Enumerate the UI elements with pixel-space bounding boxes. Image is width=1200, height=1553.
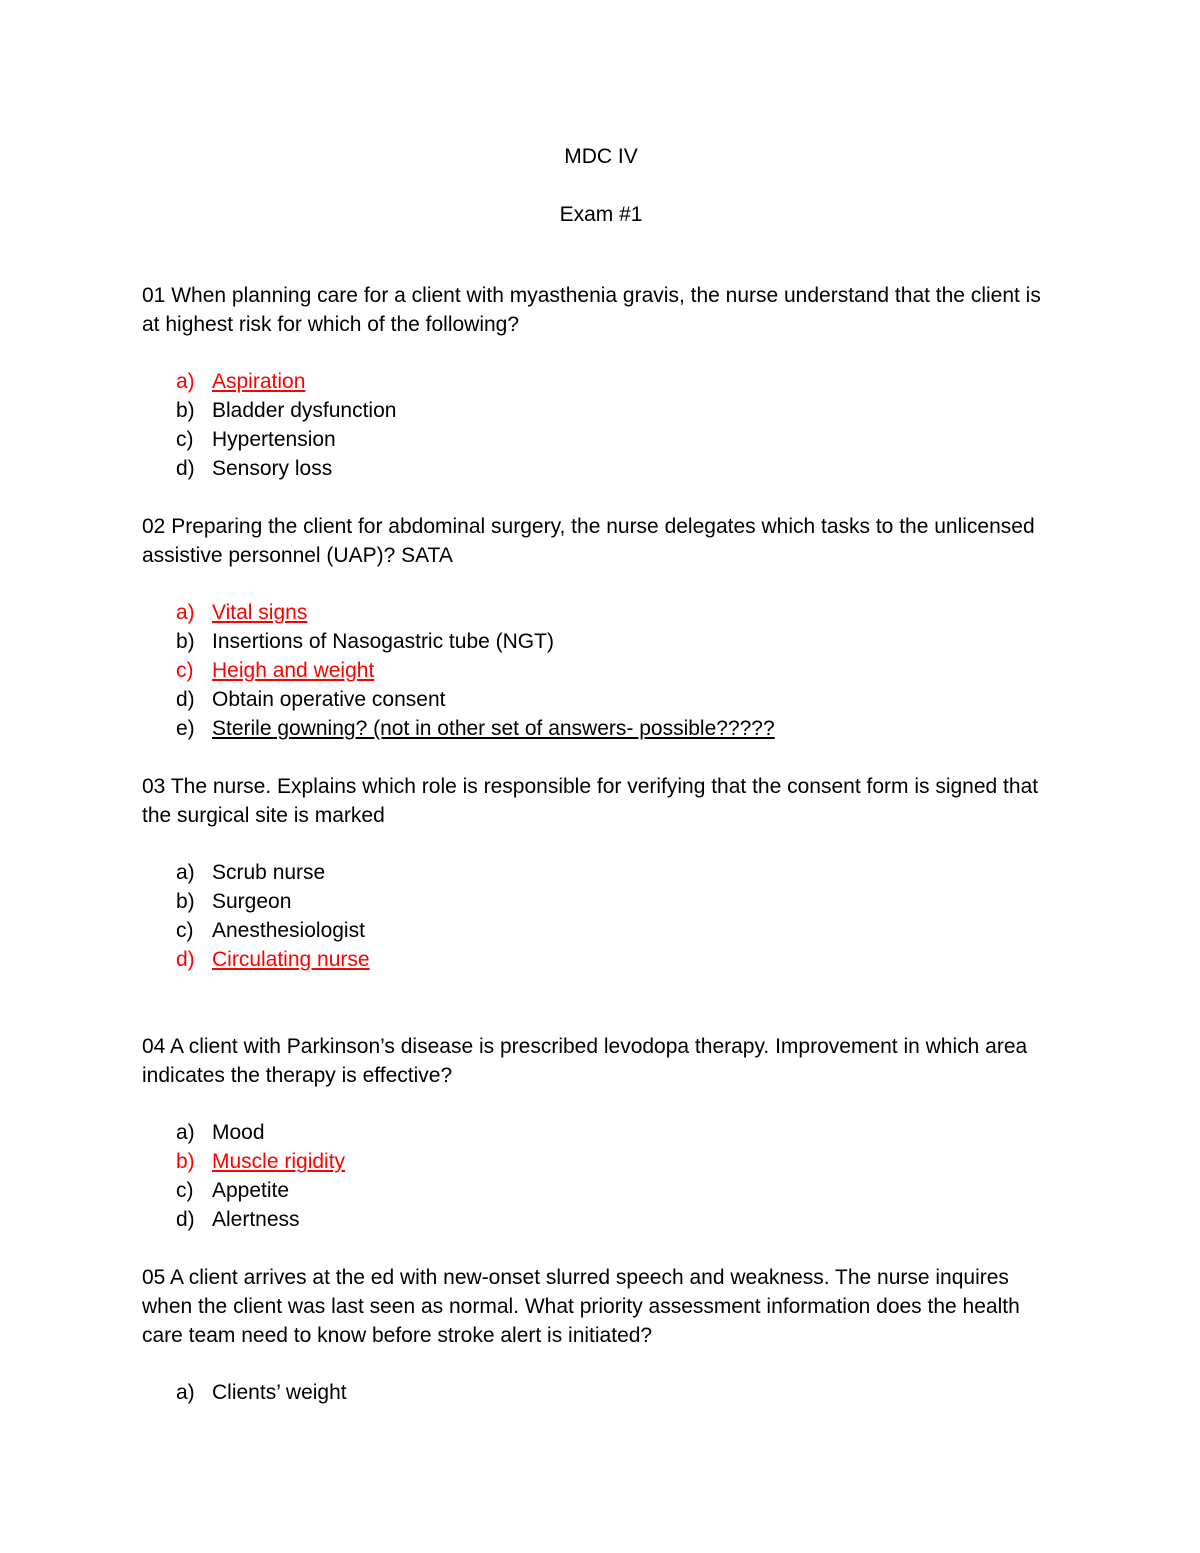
option-correct bbox=[142, 656, 1060, 685]
document-title: MDC IV bbox=[564, 145, 638, 168]
option-letter: b) bbox=[176, 890, 195, 913]
option-list bbox=[142, 367, 1060, 483]
option bbox=[142, 858, 1060, 887]
option-list bbox=[142, 598, 1060, 743]
option-correct bbox=[142, 598, 1060, 627]
option-letter: d) bbox=[176, 948, 195, 971]
option-letter: a) bbox=[176, 1381, 195, 1404]
option-text: Aspiration bbox=[212, 370, 306, 393]
option-letter: a) bbox=[176, 1121, 195, 1144]
option-underlined bbox=[142, 714, 1060, 743]
option-letter: c) bbox=[176, 919, 194, 942]
option-list bbox=[142, 1378, 1060, 1407]
option-text: Vital signs bbox=[212, 601, 308, 624]
option-text: Sensory loss bbox=[212, 457, 333, 480]
option-text: Obtain operative consent bbox=[212, 688, 446, 711]
option-letter: d) bbox=[176, 457, 195, 480]
option-text: Hypertension bbox=[212, 428, 336, 451]
option-text: Scrub nurse bbox=[212, 861, 326, 884]
option-letter: b) bbox=[176, 630, 195, 653]
option bbox=[142, 396, 1060, 425]
option-correct bbox=[142, 1147, 1060, 1176]
option bbox=[142, 1118, 1060, 1147]
option-text: Bladder dysfunction bbox=[212, 399, 397, 422]
option-letter: a) bbox=[176, 601, 195, 624]
question-5 bbox=[142, 1263, 1060, 1407]
option-text: Heigh and weight bbox=[212, 659, 375, 682]
option-correct bbox=[142, 945, 1060, 974]
question-1 bbox=[142, 281, 1060, 483]
option bbox=[142, 1205, 1060, 1234]
option-text: Sterile gowning? (not in other set of answers- possible????? bbox=[212, 717, 775, 740]
question-text: 05 A client arrives at the ed with new-onset slurred speech and weakness. The nurse inquires when the client was last seen as normal. What priority assessment information does the health care team need to know before stroke alert is initiated? bbox=[142, 1266, 1020, 1347]
option-letter: d) bbox=[176, 1208, 195, 1231]
option bbox=[142, 1378, 1060, 1407]
option-text: Insertions of Nasogastric tube (NGT) bbox=[212, 630, 554, 653]
question-text: 03 The nurse. Explains which role is responsible for verifying that the consent form is signed that the surgical site is marked bbox=[142, 775, 1039, 827]
option-letter: c) bbox=[176, 659, 194, 682]
option-letter: b) bbox=[176, 399, 195, 422]
option bbox=[142, 454, 1060, 483]
document-subtitle: Exam #1 bbox=[559, 203, 643, 226]
option-letter: a) bbox=[176, 861, 195, 884]
option-correct bbox=[142, 367, 1060, 396]
option-text: Muscle rigidity bbox=[212, 1150, 346, 1173]
option-letter: d) bbox=[176, 688, 195, 711]
option bbox=[142, 627, 1060, 656]
option bbox=[142, 916, 1060, 945]
option-text: Circulating nurse bbox=[212, 948, 370, 971]
option-text: Surgeon bbox=[212, 890, 292, 913]
option-text: Anesthesiologist bbox=[212, 919, 365, 942]
option-text: Alertness bbox=[212, 1208, 300, 1231]
option bbox=[142, 685, 1060, 714]
option-letter: a) bbox=[176, 370, 195, 393]
option-list bbox=[142, 858, 1060, 974]
question-4 bbox=[142, 1032, 1060, 1234]
question-3 bbox=[142, 772, 1060, 974]
question-text: 04 A client with Parkinson’s disease is prescribed levodopa therapy. Improvement in which area indicates the therapy is effective? bbox=[142, 1035, 1028, 1087]
option-text: Mood bbox=[212, 1121, 265, 1144]
question-text: 01 When planning care for a client with myasthenia gravis, the nurse understand that the client is at highest risk for which of the following? bbox=[142, 284, 1041, 336]
question-2 bbox=[142, 512, 1060, 743]
option-letter: e) bbox=[176, 717, 195, 740]
option-letter: c) bbox=[176, 428, 194, 451]
option-text: Appetite bbox=[212, 1179, 290, 1202]
option-list bbox=[142, 1118, 1060, 1234]
option bbox=[142, 425, 1060, 454]
option bbox=[142, 887, 1060, 916]
option-text: Clients’ weight bbox=[212, 1381, 347, 1404]
option-letter: c) bbox=[176, 1179, 194, 1202]
question-text: 02 Preparing the client for abdominal surgery, the nurse delegates which tasks to the unlicensed assistive personnel (UAP)? SATA bbox=[142, 515, 1035, 567]
option-letter: b) bbox=[176, 1150, 195, 1173]
option bbox=[142, 1176, 1060, 1205]
